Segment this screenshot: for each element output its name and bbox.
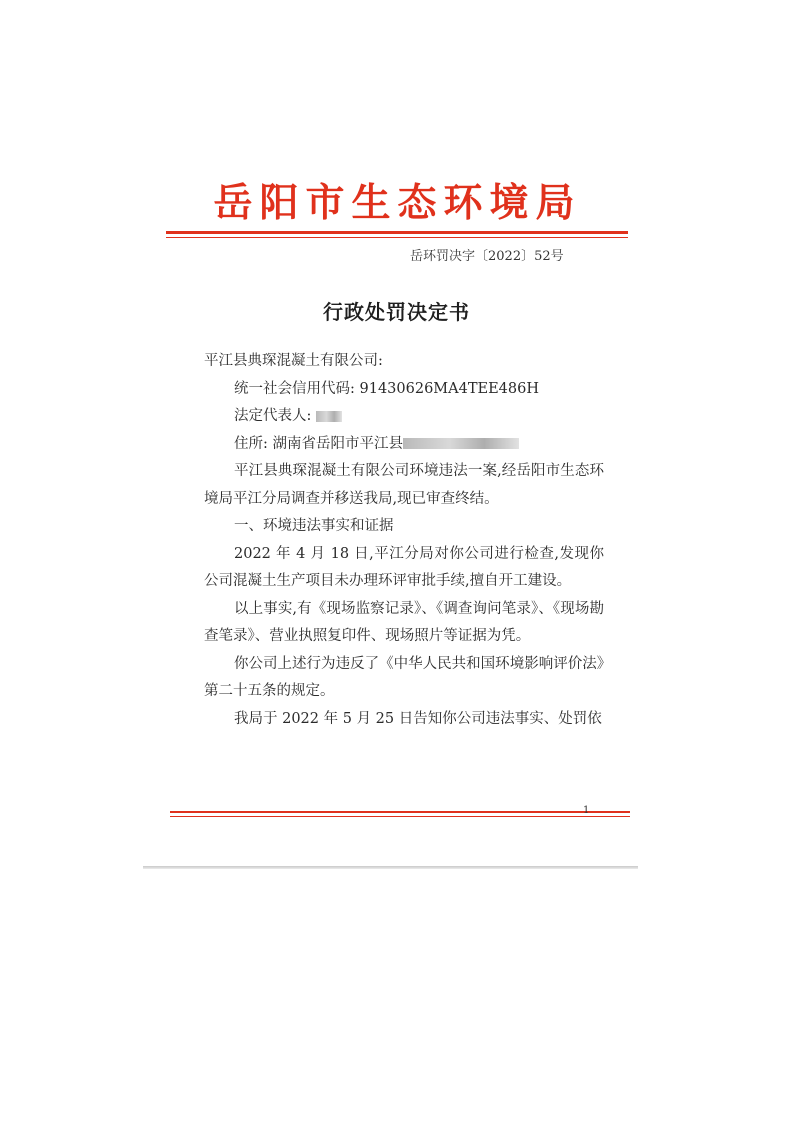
agency-header: 岳阳市生态环境局 — [213, 180, 582, 226]
address — [204, 431, 604, 459]
document-number: 岳环罚决字〔2022〕52号 — [410, 249, 564, 264]
notice-paragraph: 我局于 2022 年 5 月 25 日告知你公司违法事实、处罚依 — [234, 710, 602, 727]
document-title: 行政处罚决定书 — [323, 300, 470, 324]
redacted-name — [316, 411, 342, 422]
footer-rule-thick — [170, 811, 630, 813]
legal-rep-label: 法定代表人: — [234, 408, 312, 424]
redacted-address — [403, 438, 519, 449]
scan-edge-shadow — [143, 866, 638, 869]
address-label: 住所: 湖南省岳阳市平江县 — [234, 435, 403, 452]
facts-paragraph: 2022 年 4 月 18 日,平江分局对你公司进行检查,发现你公司混凝土生产项目未办理环评审批手续,擅自开工建设。 — [204, 545, 604, 589]
document-body — [204, 348, 604, 733]
legal-representative — [204, 403, 604, 431]
page-number: 1 — [583, 805, 590, 816]
section-heading: 一、环境违法事实和证据 — [234, 518, 394, 534]
violation-paragraph: 你公司上述行为违反了《中华人民共和国环境影响评价法》第二十五条的规定。 — [204, 655, 604, 699]
recipient-company: 平江县典琛混凝土有限公司: — [204, 353, 383, 369]
evidence-paragraph: 以上事实,有《现场监察记录》、《调查询问笔录》、《现场勘查笔录》、营业执照复印件、现场照片等证据为凭。 — [204, 600, 604, 644]
footer-rule-thin — [170, 816, 630, 817]
credit-code: 统一社会信用代码: 91430626MA4TEE486H — [234, 380, 540, 397]
header-rule-thin — [166, 237, 628, 238]
intro-paragraph: 平江县典琛混凝土有限公司环境违法一案,经岳阳市生态环境局平江分局调查并移送我局,现已审查终结。 — [204, 463, 604, 507]
header-rule-thick — [166, 231, 628, 234]
